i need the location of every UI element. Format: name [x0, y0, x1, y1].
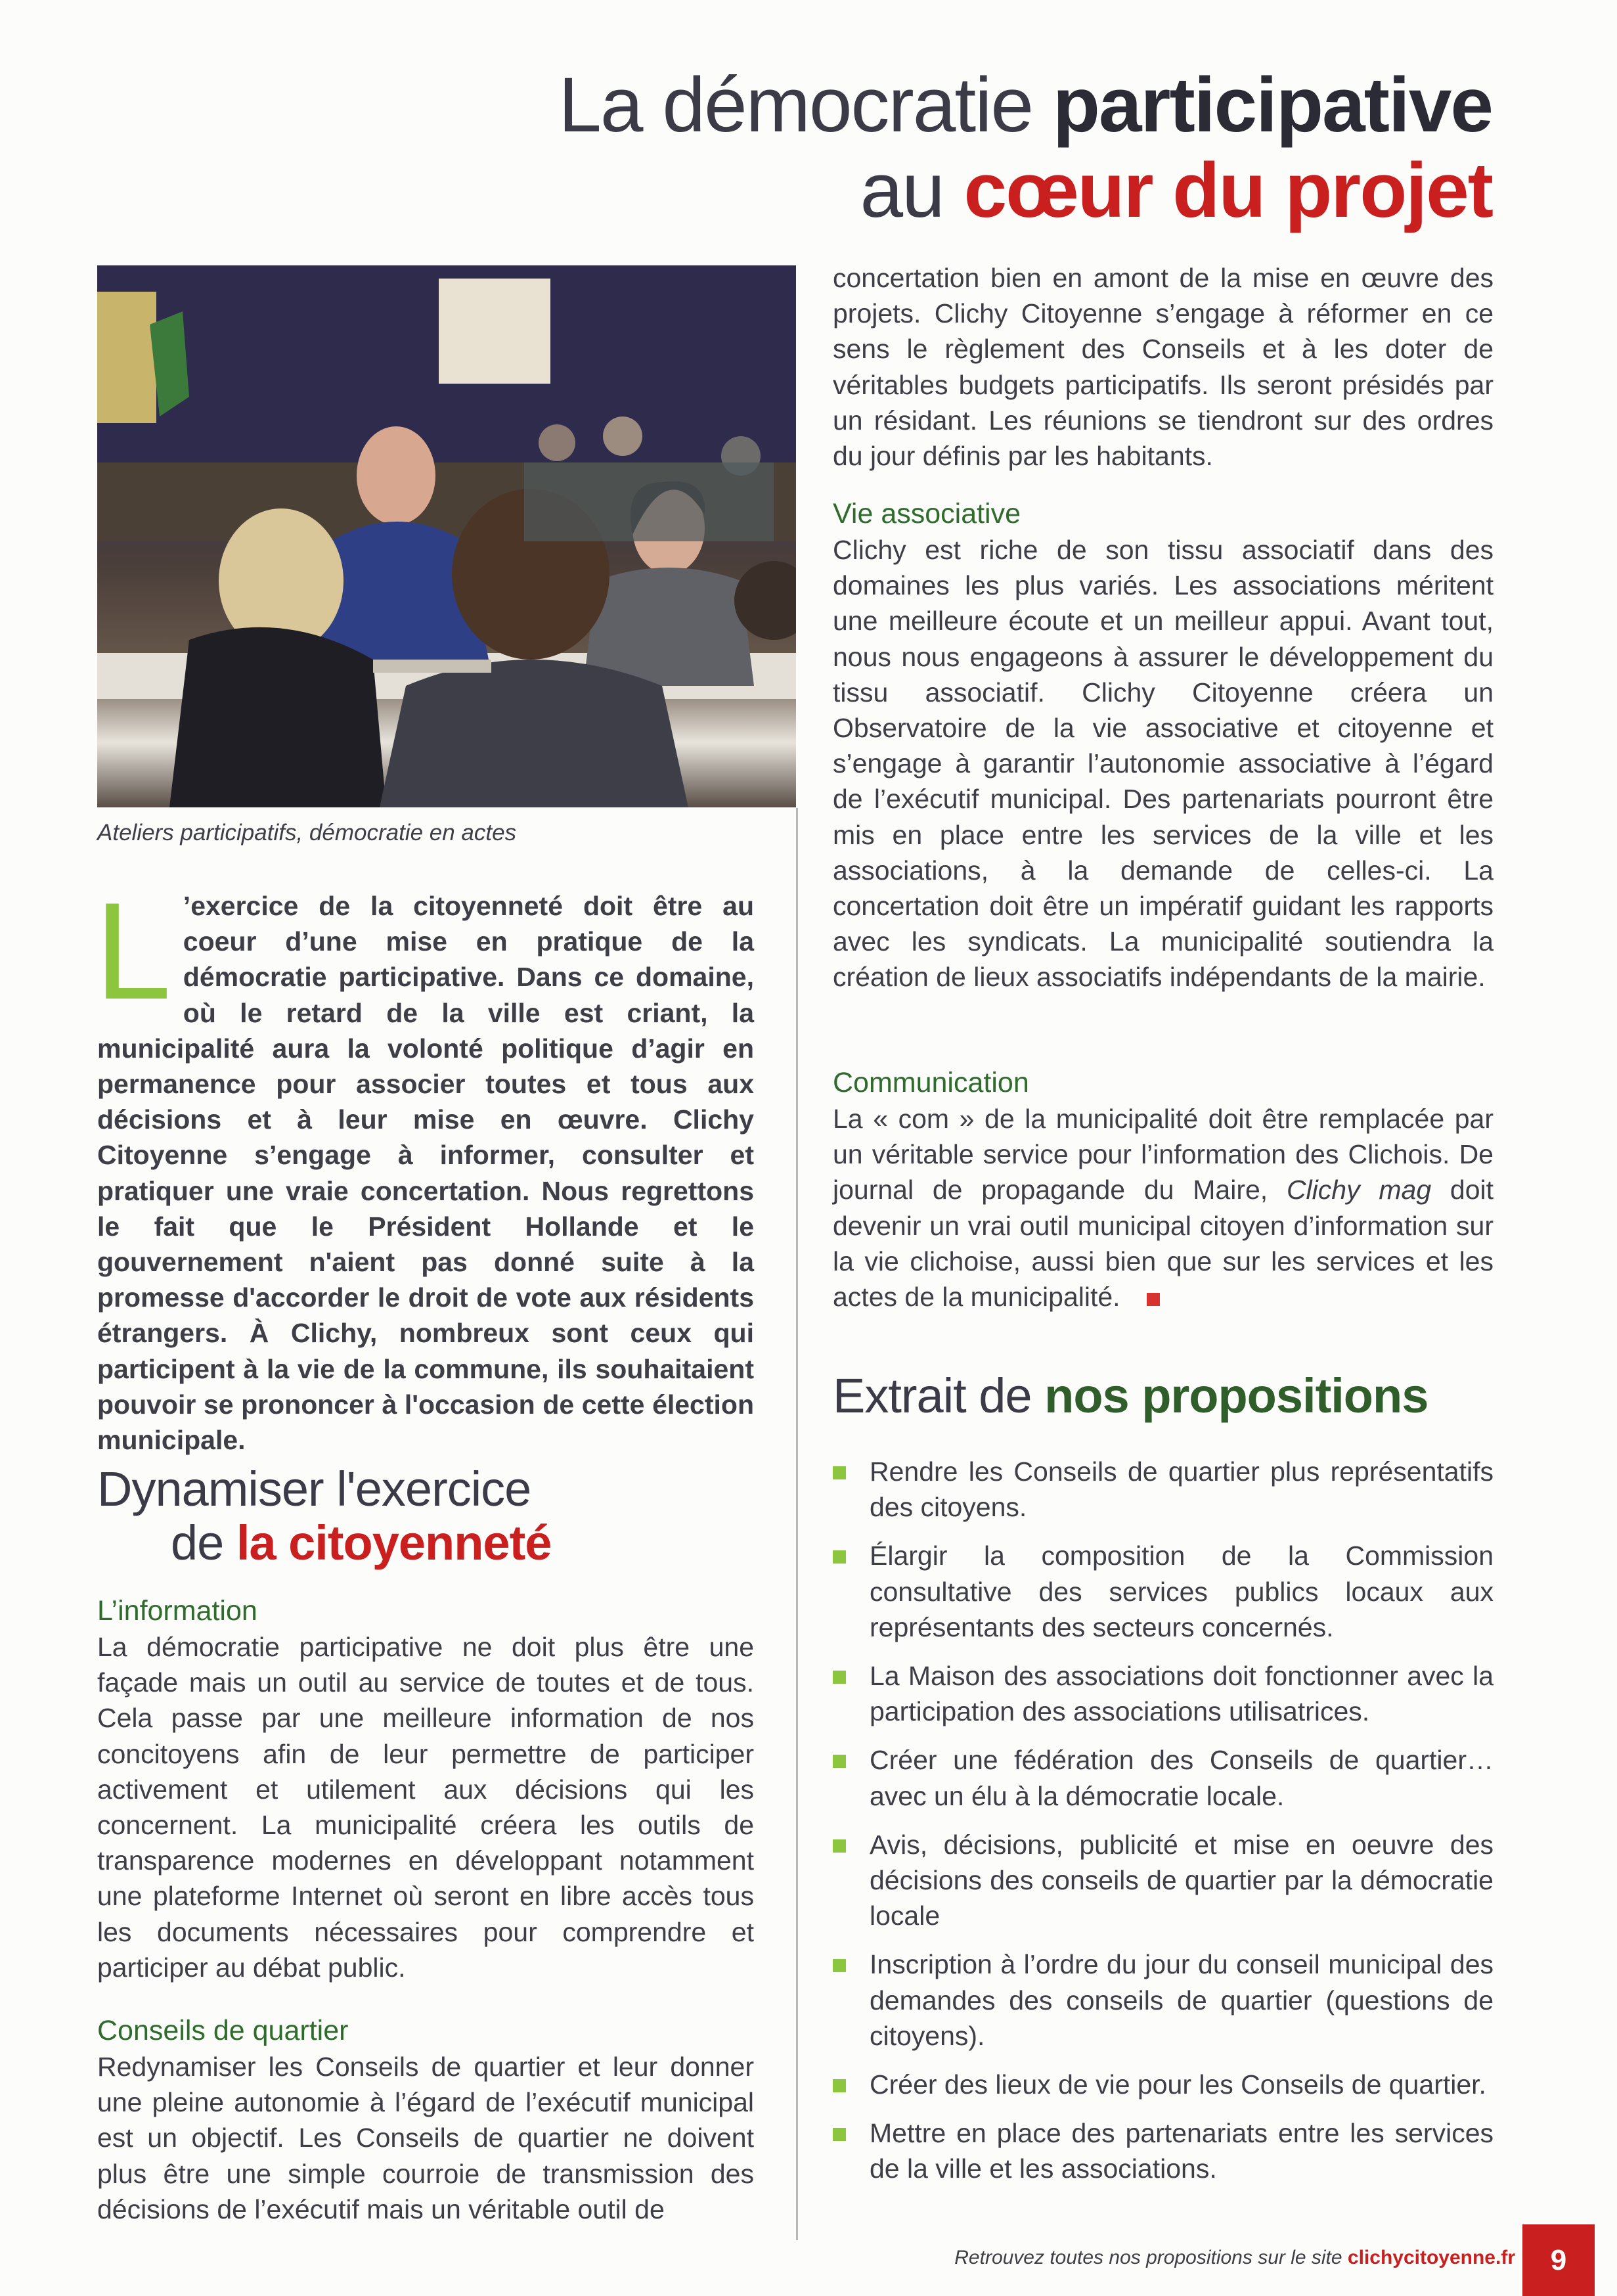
propositions-title-text — [833, 1369, 1494, 1423]
workshop-photo — [97, 265, 796, 807]
title-bold-1: participative — [1052, 62, 1492, 148]
footer-note — [954, 2247, 1515, 2269]
bullet-square-icon — [833, 1466, 846, 1479]
proposition-text: Créer des lieux de vie pour les Conseils de quartier. — [870, 2069, 1486, 2100]
section-title-line-2 — [97, 1516, 754, 1570]
proposition-text: La Maison des associations doit fonctionner avec la participation des associations utilisatrices. — [870, 1661, 1494, 1727]
vie-associative-heading: Vie associative — [833, 498, 1021, 529]
information-heading: L’information — [97, 1595, 257, 1627]
propositions-list — [833, 1454, 1494, 2187]
photo-caption: Ateliers participatifs, démocratie en actes — [97, 820, 517, 845]
title-bold-2: cœur du projet — [964, 147, 1492, 234]
proposition-item — [833, 1454, 1494, 1525]
footer-site-link[interactable]: clichycitoyenne.fr — [1347, 2247, 1515, 2268]
communication-heading: Communication — [833, 1067, 1029, 1098]
end-mark-icon — [1147, 1293, 1160, 1306]
communication-block — [833, 1064, 1494, 1315]
intro-text: ’exercice de la citoyenneté doit être au coeur d’une mise en pratique de la démocratie participative. Dans ce domaine, où le retard de la ville est criant, la municipalité aura la volonté politique d’agir en permanence pour associer toutes et tous aux décisions et à leur mise en œuvre. Clichy Citoyenne s’engage à informer, consulter et pratiquer une vraie concertation. Nous regrettons le fait que le Président Hollande et le gouvernement n'aient pas donné suite à la promesse d'accorder le droit de vote aux résidents étrangers. À Clichy, nombreux sont ceux qui participent à la vie de la commune, ils souhaitaient pouvoir se prononcer à l'occasion de cette élection municipale. — [97, 891, 754, 1456]
bullet-square-icon — [833, 1755, 846, 1768]
bullet-square-icon — [833, 1839, 846, 1853]
information-text: La démocratie participative ne doit plus être une façade mais un outil au service de toutes et de tous. Cela passe par une meilleure information de nos concitoyens afin de leur permettre de participer activement et utilement aux décisions qui les concernent. La municipalité créera les outils de transparence modernes en développant notamment une plateforme Internet où seront en libre accès tous les documents nécessaires pour comprendre et participer au débat public. — [97, 1632, 754, 1983]
footer-text: Retrouvez toutes nos propositions sur le site — [954, 2247, 1348, 2268]
bullet-square-icon — [833, 2128, 846, 2141]
vie-associative-text: Clichy est riche de son tissu associatif dans des domaines les plus variés. Les associations méritent une meilleure écoute et un meilleur appui. Avant tout, nous nous engageons à assurer le développement du tissu associatif. Clichy Citoyenne créera un Observatoire de la vie associative et citoyenne et s’engage à garantir l’autonomie associative à l’égard de l’exécutif municipal. Des partenariats pourront être mis en place entre les services de la ville et les associations, à la demande de celles-ci. La concertation doit être un impératif guidant les rapports avec les syndicats. La municipalité soutiendra la création de lieux associatifs indépendants de la mairie. — [833, 535, 1494, 993]
proposition-item — [833, 2067, 1494, 2102]
title-line-1 — [558, 62, 1492, 148]
section-title-bold: la citoyenneté — [236, 1516, 552, 1570]
proposition-text: Avis, décisions, publicité et mise en oeuvre des décisions des conseils de quartier par la démocratie locale — [870, 1829, 1494, 1931]
proposition-item — [833, 1827, 1494, 1934]
communication-text-a: La « com » de la municipalité doit être remplacée par un véritable service pour l’information des Clichois. De journal de propagande du Maire, — [833, 1104, 1494, 1205]
title-line-2 — [558, 148, 1492, 233]
dropcap-letter: L — [95, 874, 171, 1028]
proposition-item — [833, 1947, 1494, 2054]
page-title — [558, 62, 1492, 233]
photo-illustration — [97, 265, 796, 807]
conseils-text-right: concertation bien en amont de la mise en œuvre des projets. Clichy Citoyenne s’engage à réformer en ce sens le règlement des Conseils et à les doter de véritables budgets participatifs. Ils seront présidés par un résidant. Les réunions se tiendront sur des ordres du jour définis par les habitants. — [833, 263, 1494, 472]
proposition-item — [833, 1658, 1494, 1729]
title-light-2: au — [860, 147, 964, 234]
proposition-item — [833, 2115, 1494, 2186]
section-title — [97, 1462, 754, 1570]
information-block — [97, 1592, 754, 1985]
communication-magazine: Clichy mag — [1286, 1175, 1432, 1205]
column-divider — [796, 808, 798, 2240]
conseils-block — [97, 2012, 754, 2227]
bullet-square-icon — [833, 2079, 846, 2092]
title-light-1: La démocratie — [558, 62, 1053, 148]
proposition-text: Inscription à l’ordre du jour du conseil municipal des demandes des conseils de quartier (questions de citoyens). — [870, 1949, 1494, 2051]
propositions-list-wrapper — [833, 1454, 1494, 2200]
bullet-square-icon — [833, 1671, 846, 1684]
propositions-title — [833, 1369, 1494, 1423]
proposition-text: Élargir la composition de la Commission consultative des services publics locaux aux représentants des secteurs concernés. — [870, 1541, 1494, 1642]
bullet-square-icon — [833, 1550, 846, 1564]
communication-text-b: doit devenir un vrai outil municipal citoyen d’information sur la vie clichoise, aussi bien que sur les services et les actes de la municipalité. — [833, 1175, 1494, 1313]
page-number: 9 — [1522, 2224, 1595, 2296]
proposition-text: Rendre les Conseils de quartier plus représentatifs des citoyens. — [870, 1456, 1494, 1523]
propositions-title-light: Extrait de — [833, 1368, 1045, 1423]
conseils-text-left: Redynamiser les Conseils de quartier et leur donner une pleine autonomie à l’égard de l’exécutif municipal est un objectif. Les Conseils de quartier ne doivent plus être une simple courroie de transmission des décisions de l’exécutif mais un véritable outil de — [97, 2052, 754, 2224]
section-title-line-1: Dynamiser l'exercice — [97, 1462, 531, 1516]
bullet-square-icon — [833, 1959, 846, 1972]
propositions-title-bold: nos propositions — [1044, 1368, 1429, 1423]
communication-text — [833, 1101, 1494, 1315]
vie-associative-block — [833, 495, 1494, 995]
conseils-heading: Conseils de quartier — [97, 2015, 349, 2046]
proposition-item — [833, 1742, 1494, 1813]
proposition-text: Mettre en place des partenariats entre les services de la ville et les associations. — [870, 2118, 1494, 2184]
intro-paragraph — [95, 874, 754, 1458]
section-title-light: de — [171, 1516, 236, 1570]
proposition-item — [833, 1538, 1494, 1645]
conseils-continued — [833, 260, 1494, 474]
proposition-text: Créer une fédération des Conseils de quartier… avec un élu à la démocratie locale. — [870, 1745, 1494, 1811]
